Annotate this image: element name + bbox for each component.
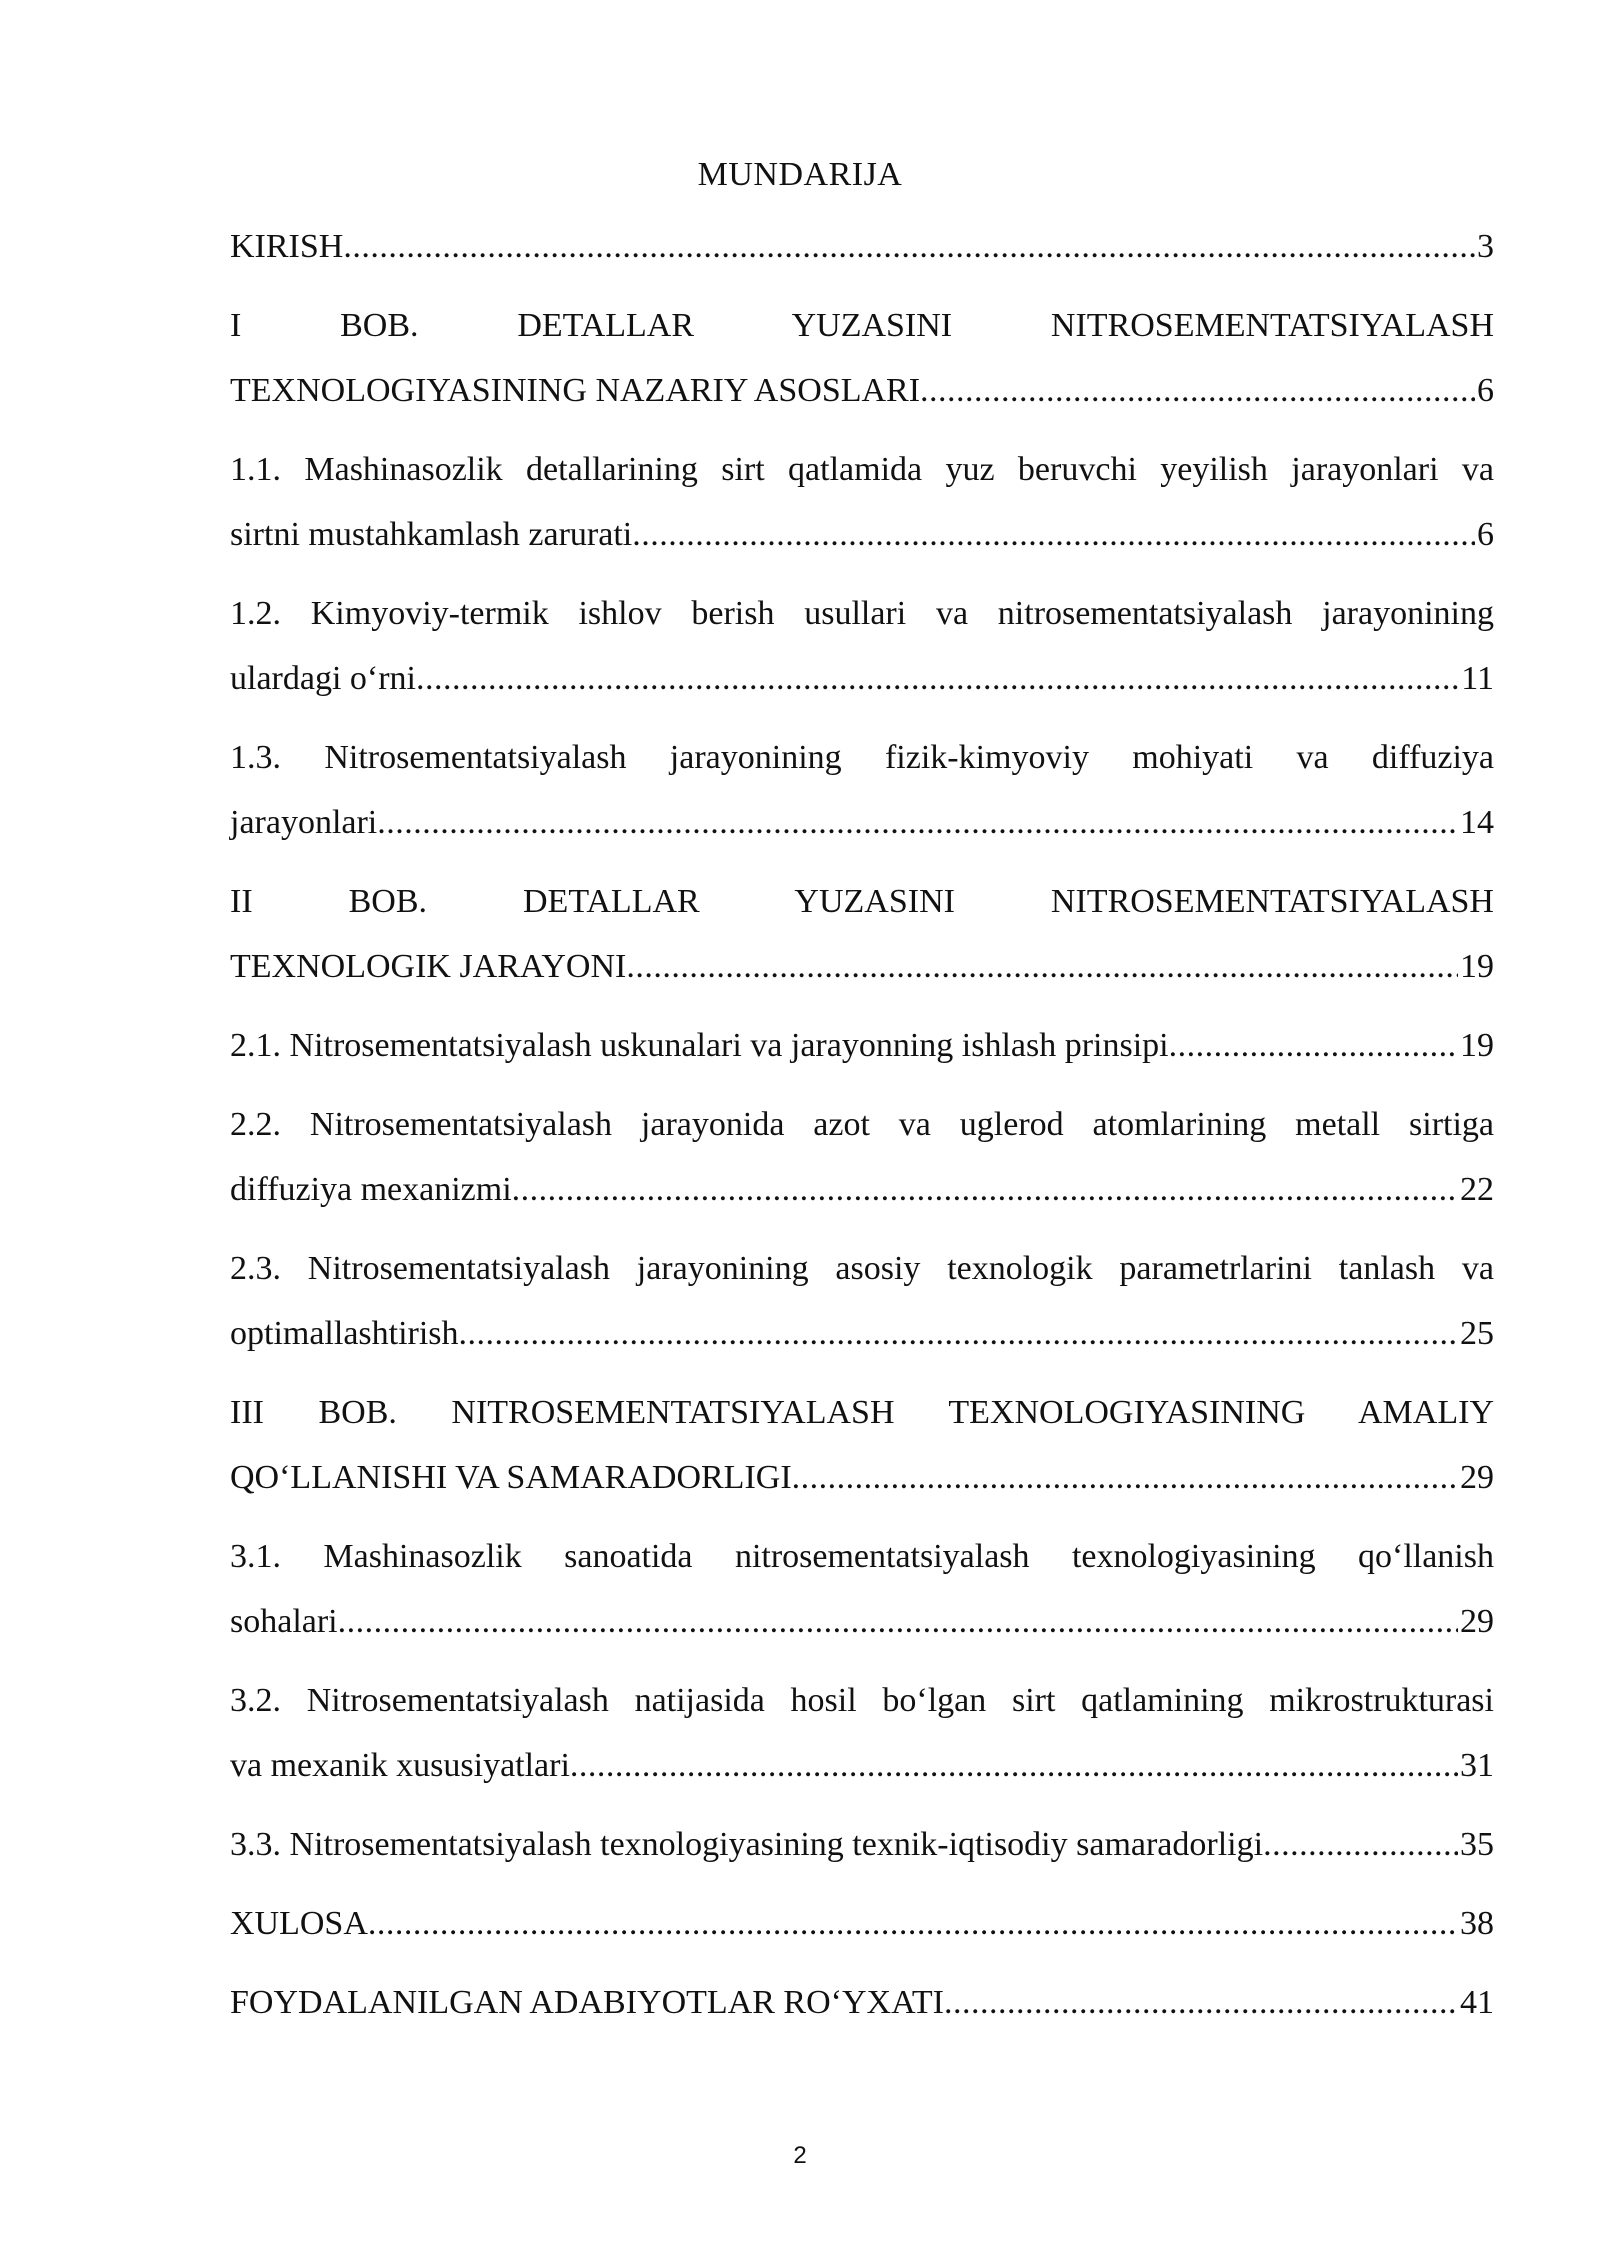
toc-page-number: 11 [1461,660,1494,697]
toc-entry-line: III BOB. NITROSEMENTATSIYALASH TEXNOLOGIYASINING AMALIY [230,1394,1494,1431]
toc-entry-text: 2.1. Nitrosementatsiyalash uskunalari va jarayonning ishlash prinsipi [230,1027,1169,1064]
toc-page-number: 3 [1477,228,1494,265]
toc-entry-last-line [230,358,1494,423]
toc-entry[interactable] [230,1524,1494,1654]
toc-entry[interactable] [230,293,1494,423]
toc-entry-last-line [230,934,1494,999]
toc-entry[interactable] [230,437,1494,567]
toc-dot-leader [792,1445,1458,1510]
toc-entry-line: 3.2. Nitrosementatsiyalash natijasida hosil bo‘lgan sirt qatlamining mikrostrukturasi [230,1682,1494,1719]
toc-dot-leader [632,502,1475,567]
toc-entry-text: FOYDALANILGAN ADABIYOTLAR RO‘YXATI [230,1984,944,2021]
toc-dot-leader [377,790,1458,855]
toc-entry-text: XULOSA [230,1905,368,1942]
toc-entry-last-line [230,1970,1494,2035]
toc-entry-line: 2.3. Nitrosementatsiyalash jarayonining asosiy texnologik parametrlarini tanlash va [230,1250,1494,1287]
page-number: 2 [793,2142,807,2169]
toc-page-number: 25 [1460,1315,1494,1352]
toc-page-number: 29 [1460,1459,1494,1496]
toc-entry[interactable] [230,1891,1494,1956]
toc-entry-line: 1.2. Kimyoviy-termik ishlov berish usullari va nitrosementatsiyalash jarayonining [230,595,1494,632]
toc-page-number: 41 [1460,1984,1494,2021]
toc-dot-leader [512,1157,1458,1222]
toc-entry-line: 2.2. Nitrosementatsiyalash jarayonida azot va uglerod atomlarining metall sirtiga [230,1106,1494,1143]
toc-entry-text: sohalari [230,1603,338,1640]
toc-entry-last-line [230,502,1494,567]
toc-entry-line: 3.1. Mashinasozlik sanoatida nitrosementatsiyalash texnologiyasining qo‘llanish [230,1538,1494,1575]
toc-entry-last-line [230,1733,1494,1798]
toc-entry-text: sirtni mustahkamlash zarurati [230,516,633,553]
toc-dot-leader [343,214,1475,279]
toc-page-number: 31 [1460,1747,1494,1784]
toc-page-number: 6 [1477,516,1494,553]
toc-dot-leader [1263,1812,1458,1877]
toc-entry-last-line [230,1445,1494,1510]
toc-entry-last-line [230,214,1494,279]
toc-page-number: 14 [1460,804,1494,841]
toc-dot-leader [944,1970,1458,2035]
toc-entry-line: II BOB. DETALLAR YUZASINI NITROSEMENTATSIYALASH [230,883,1494,920]
toc-entry[interactable] [230,1092,1494,1222]
toc-entry[interactable] [230,1380,1494,1510]
toc-entry-last-line [230,1301,1494,1366]
toc-entry-last-line [230,790,1494,855]
toc-dot-leader [570,1733,1458,1798]
toc-entry[interactable] [230,214,1494,279]
toc-page-number: 6 [1477,372,1494,409]
toc-entry-line: I BOB. DETALLAR YUZASINI NITROSEMENTATSIYALASH [230,307,1494,344]
toc-entry-text: va mexanik xususiyatlari [230,1747,570,1784]
toc-entry[interactable] [230,1970,1494,2035]
toc-entry-line: 1.1. Mashinasozlik detallarining sirt qatlamida yuz beruvchi yeyilish jarayonlari va [230,451,1494,488]
toc-entry-text: TEXNOLOGIYASINING NAZARIY ASOSLARI [230,372,921,409]
toc-entry-last-line [230,1891,1494,1956]
toc-entry-text: 3.3. Nitrosementatsiyalash texnologiyasining texnik-iqtisodiy samaradorligi [230,1826,1264,1863]
toc-entry[interactable] [230,1013,1494,1078]
toc-page-number: 22 [1460,1171,1494,1208]
toc-entry[interactable] [230,725,1494,855]
page-title: MUNDARIJA [697,156,903,193]
toc-dot-leader [368,1891,1458,1956]
toc-entry-last-line [230,1013,1494,1078]
toc-entry-text: TEXNOLOGIK JARAYONI [230,948,627,985]
toc-entry[interactable] [230,581,1494,711]
toc-entry-text: optimallashtirish [230,1315,459,1352]
toc-dot-leader [338,1589,1458,1654]
toc-page-number: 29 [1460,1603,1494,1640]
toc-entry-last-line [230,646,1494,711]
toc-entry-last-line [230,1157,1494,1222]
toc-entry-text: ulardagi o‘rni [230,660,416,697]
toc-entry-text: QO‘LLANISHI VA SAMARADORLIGI [230,1459,792,1496]
toc-dot-leader [416,646,1459,711]
toc-page-number: 19 [1460,1027,1494,1064]
toc-dot-leader [459,1301,1458,1366]
toc-page-number: 38 [1460,1905,1494,1942]
toc-entry[interactable] [230,1668,1494,1798]
toc-dot-leader [920,358,1475,423]
toc-page-number: 35 [1460,1826,1494,1863]
table-of-contents [230,214,1494,2049]
toc-entry-last-line [230,1589,1494,1654]
toc-entry-text: diffuziya mexanizmi [230,1171,512,1208]
toc-entry-last-line [230,1812,1494,1877]
toc-entry[interactable] [230,1236,1494,1366]
toc-page-number: 19 [1460,948,1494,985]
toc-dot-leader [626,934,1458,999]
toc-entry[interactable] [230,1812,1494,1877]
toc-entry-line: 1.3. Nitrosementatsiyalash jarayonining fizik-kimyoviy mohiyati va diffuziya [230,739,1494,776]
toc-dot-leader [1169,1013,1458,1078]
toc-entry-text: jarayonlari [230,804,378,841]
toc-entry-text: KIRISH [230,228,344,265]
toc-entry[interactable] [230,869,1494,999]
